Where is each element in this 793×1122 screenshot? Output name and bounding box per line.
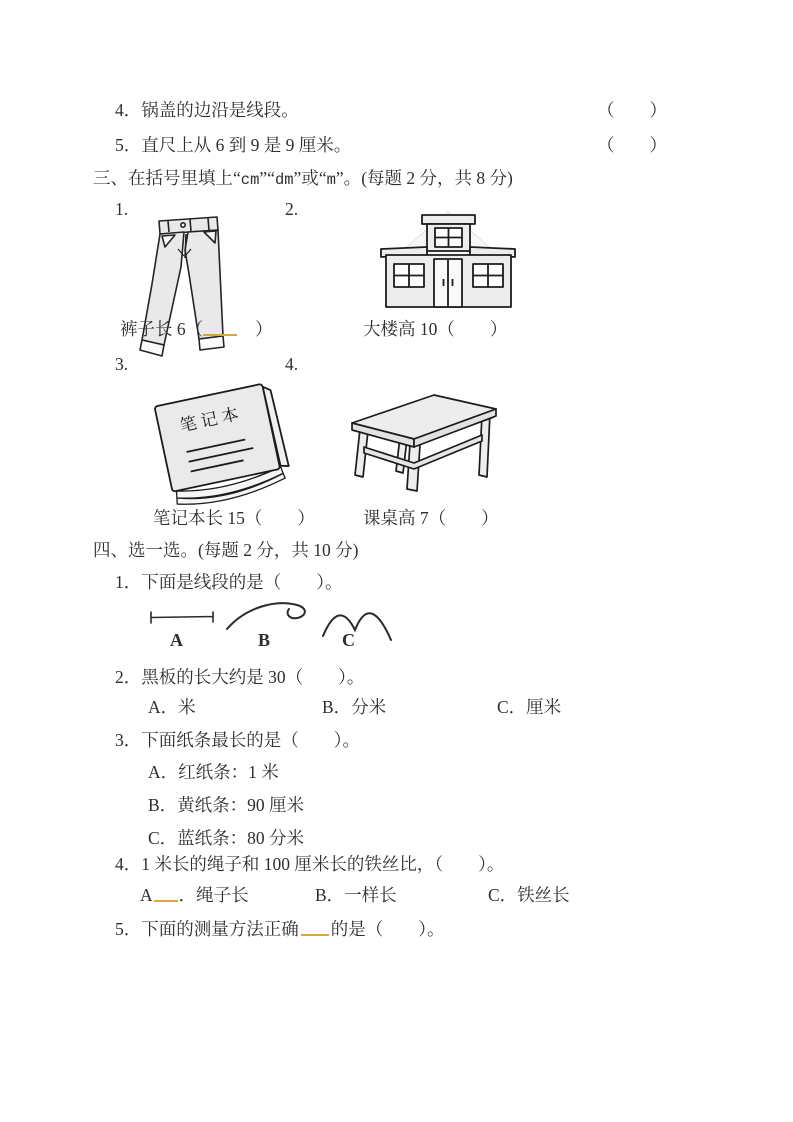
section-three-title-tail: ”。 [335, 168, 362, 188]
question-2: 2．黑板的长大约是 30（ ）。 [115, 667, 365, 687]
caption-desk [363, 507, 499, 530]
figure-c-curve [323, 613, 391, 640]
question-4: 4．1 米长的绳子和 100 厘米长的铁丝比，（ ）。 [115, 854, 505, 874]
section-three-score: (每题 2 分，共 8 分) [361, 168, 513, 188]
question-3-option-c[interactable]: C．蓝纸条：80 分米 [148, 828, 305, 848]
section-three-title [93, 167, 513, 192]
notebook-cover-title: 笔 记 本 [178, 404, 241, 436]
section-four-title: 四、选一选。(每题 2 分，共 10 分) [93, 540, 359, 560]
unit-m: m [326, 171, 336, 189]
caption-jeans [120, 318, 273, 341]
figure-a-segment [151, 612, 213, 623]
figure-b-curve [227, 603, 305, 629]
notebook-drawing [133, 377, 305, 507]
question-3: 3．下面纸条最长的是（ ）。 [115, 730, 360, 750]
question-5-text-end: 的是（ ）。 [330, 919, 445, 939]
unit-cm: cm [240, 171, 260, 189]
item-3-label: 3. [115, 354, 129, 374]
section-three-title-mid2: ”或“ [293, 168, 327, 188]
question-3-option-a[interactable]: A．红纸条：1 米 [148, 762, 279, 782]
truefalse-item-5-text: 5．直尺上从 6 到 9 是 9 厘米。 [115, 135, 352, 155]
desk-drawing [348, 385, 500, 495]
answer-blank[interactable]: 大楼高 10（ ） [363, 319, 508, 339]
caption-building [363, 318, 507, 341]
answer-blank[interactable]: 课桌高 7（ ） [363, 508, 499, 528]
caption-notebook [153, 507, 315, 530]
truefalse-item-4-text: 4．锅盖的边沿是线段。 [115, 100, 299, 120]
figure-a-label: A [170, 630, 183, 650]
unit-dm: dm [274, 171, 294, 189]
question-2-option-b[interactable]: B．分米 [322, 697, 387, 717]
section-three-title-lead: 三、在括号里填上“ [93, 168, 241, 188]
answer-blank[interactable]: （ ） [597, 135, 667, 155]
question-5 [115, 918, 445, 941]
item-1-label: 1. [115, 199, 129, 219]
annotation-underline [154, 900, 178, 902]
answer-blank[interactable]: 笔记本长 15（ ） [153, 508, 315, 528]
figure-c-label: C [342, 630, 355, 650]
building-drawing [378, 207, 518, 313]
segment-figures [145, 596, 405, 648]
truefalse-item-5 [115, 132, 667, 157]
question-4-option-c[interactable]: C．铁丝长 [488, 885, 570, 905]
question-4-option-b[interactable]: B．一样长 [315, 885, 397, 905]
building-tower-cap [422, 215, 475, 224]
question-4-option-a-text: ．绳子长 [178, 885, 249, 905]
question-4-option-a-letter: A [140, 885, 153, 905]
question-2-option-c[interactable]: C．厘米 [497, 697, 562, 717]
question-3-option-b[interactable]: B．黄纸条：90 厘米 [148, 795, 305, 815]
question-1: 1．下面是线段的是（ ）。 [115, 572, 343, 592]
caption-jeans-text: 裤子长 6（ [120, 319, 204, 339]
answer-blank[interactable]: ） [255, 319, 273, 339]
figure-b-label: B [258, 630, 271, 650]
question-2-option-a[interactable]: A．米 [148, 697, 196, 717]
question-4-option-a[interactable] [140, 884, 249, 907]
answer-blank[interactable]: （ ） [597, 100, 667, 120]
item-2-label: 2. [285, 199, 299, 219]
annotation-underline [301, 934, 329, 936]
truefalse-item-4 [115, 97, 667, 122]
question-5-text-start: 5．下面的测量方法正确 [115, 919, 299, 939]
annotation-underline [203, 334, 237, 336]
item-4-label: 4. [285, 354, 299, 374]
section-three-title-mid1: ”“ [259, 168, 275, 188]
